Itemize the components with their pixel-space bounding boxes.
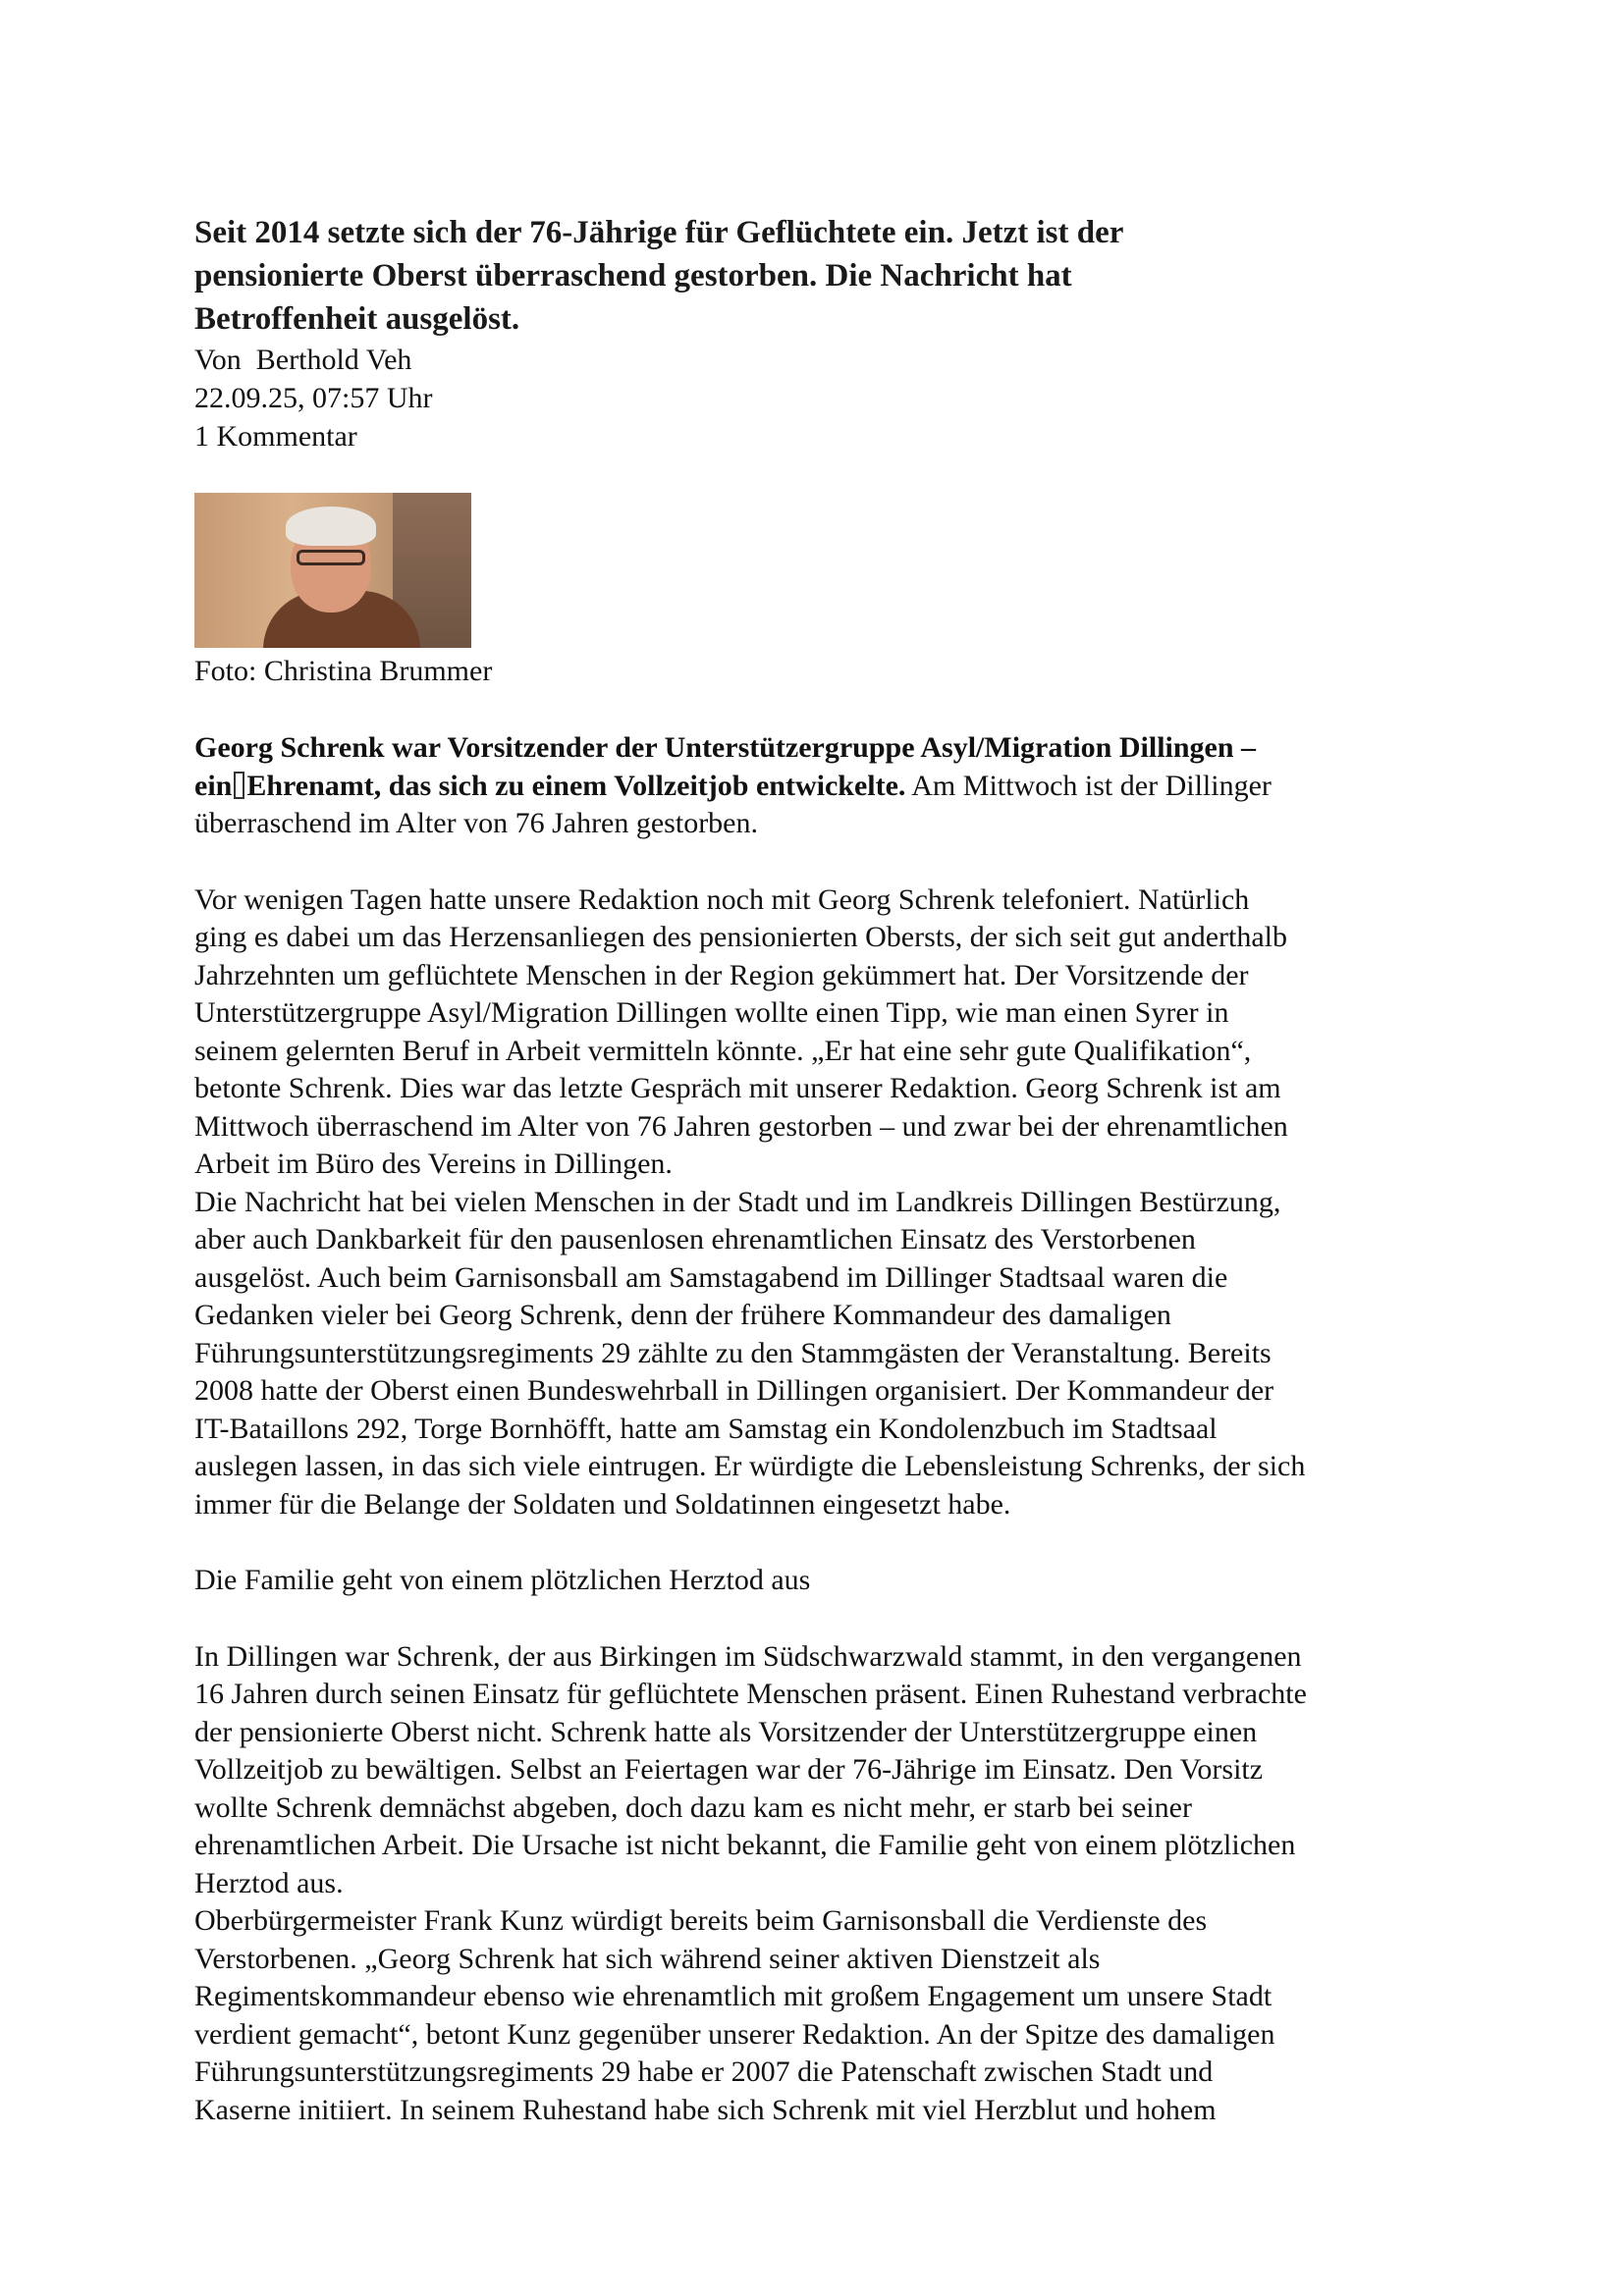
text-line: Regimentskommandeur ebenso wie ehrenamtlich mit großem Engagement um unsere Stadt	[194, 1980, 1272, 2012]
text-line: 16 Jahren durch seinen Einsatz für geflüchtete Menschen präsent. Einen Ruhestand verbrachte	[194, 1678, 1307, 1710]
intro-text: Am Mittwoch ist der Dillinger	[905, 769, 1272, 802]
text-line: immer für die Belange der Soldaten und Soldatinnen eingesetzt habe.	[194, 1487, 1011, 1521]
text-line: der pensionierte Oberst nicht. Schrenk hatte als Vorsitzender der Unterstützergruppe einen	[194, 1715, 1258, 1748]
intro-bold-text: ein	[194, 769, 233, 802]
lead-line: Seit 2014 setzte sich der 76-Jährige für Geflüchtete ein. Jetzt ist der	[194, 215, 1124, 250]
text-line: ging es dabei um das Herzensanliegen des pensionierten Obersts, der sich seit gut anderthalb	[194, 921, 1288, 953]
paragraph-4	[194, 1902, 1471, 2129]
text-line: aber auch Dankbarkeit für den pausenlosen ehrenamtlichen Einsatz des Verstorbenen	[194, 1223, 1196, 1255]
text-line: wollte Schrenk demnächst abgeben, doch dazu kam es nicht mehr, er starb bei seiner	[194, 1790, 1192, 1824]
paragraph-1	[194, 881, 1471, 1184]
text-line: auslegen lassen, in das sich viele eintrugen. Er würdigte die Lebensleistung Schrenks, der sich	[194, 1450, 1306, 1482]
text-line: In Dillingen war Schrenk, der aus Birkingen im Südschwarzwald stammt, in den vergangenen	[194, 1639, 1302, 1673]
document-page	[194, 211, 1471, 2129]
timestamp: 22.09.25, 07:57 Uhr	[194, 382, 433, 414]
text-line: Die Nachricht hat bei vielen Menschen in der Stadt und im Landkreis Dillingen Bestürzung,	[194, 1185, 1281, 1218]
paragraph-2	[194, 1184, 1471, 1524]
portrait-photo	[194, 493, 471, 648]
text-line: Gedanken vieler bei Georg Schrenk, denn der frühere Kommandeur des damaligen	[194, 1299, 1171, 1331]
intro-bold-line: Georg Schrenk war Vorsitzender der Unterstützergruppe Asyl/Migration Dillingen –	[194, 731, 1257, 764]
text-line: betonte Schrenk. Dies war das letzte Gespräch mit unserer Redaktion. Georg Schrenk ist am	[194, 1072, 1281, 1104]
intro-paragraph	[194, 729, 1471, 843]
text-line: 2008 hatte der Oberst einen Bundeswehrball in Dillingen organisiert. Der Kommandeur der	[194, 1374, 1274, 1407]
text-line: Jahrzehnten um geflüchtete Menschen in der Region gekümmert hat. Der Vorsitzende der	[194, 958, 1249, 991]
text-line: Kaserne initiiert. In seinem Ruhestand habe sich Schrenk mit viel Herzblut und hohem	[194, 2093, 1217, 2126]
text-line: ehrenamtlichen Arbeit. Die Ursache ist nicht bekannt, die Familie geht von einem plötzlichen	[194, 1829, 1296, 1861]
text-line: Verstorbenen. „Georg Schrenk hat sich während seiner aktiven Dienstzeit als	[194, 1942, 1101, 1975]
text-line: Herztod aus.	[194, 1866, 344, 1899]
photo-caption: Foto: Christina Brummer	[194, 655, 493, 687]
text-line: IT-Bataillons 292, Torge Bornhöfft, hatte am Samstag ein Kondolenzbuch im Stadtsaal	[194, 1412, 1218, 1445]
text-line: Oberbürgermeister Frank Kunz würdigt bereits beim Garnisonsball die Verdienste des	[194, 1904, 1208, 1937]
lead-line: pensionierte Oberst überraschend gestorben. Die Nachricht hat	[194, 258, 1072, 294]
intro-bold-text: Ehrenamt, das sich zu einem Vollzeitjob entwickelte.	[246, 769, 906, 802]
text-line: Arbeit im Büro des Vereins in Dillingen.	[194, 1148, 673, 1180]
comments-link[interactable]: 1 Kommentar	[194, 420, 357, 453]
text-line: Führungsunterstützungsregiments 29 zählte zu den Stammgästen der Veranstaltung. Bereits	[194, 1336, 1272, 1369]
placeholder-glyph-icon	[234, 772, 244, 799]
intro-text: überraschend im Alter von 76 Jahren gestorben.	[194, 807, 758, 839]
text-line: Vollzeitjob zu bewältigen. Selbst an Feiertagen war der 76-Jährige im Einsatz. Den Vorsitz	[194, 1753, 1264, 1786]
subheading: Die Familie geht von einem plötzlichen Herztod aus	[194, 1564, 811, 1596]
text-line: Mittwoch überraschend im Alter von 76 Jahren gestorben – und zwar bei der ehrenamtlichen	[194, 1109, 1288, 1143]
text-line: Führungsunterstützungsregiments 29 habe er 2007 die Patenschaft zwischen Stadt und	[194, 2056, 1214, 2088]
text-line: ausgelöst. Auch beim Garnisonsball am Samstagabend im Dillinger Stadtsaal waren die	[194, 1260, 1228, 1294]
byline: Von Berthold Veh	[194, 344, 412, 376]
text-line: verdient gemacht“, betont Kunz gegenüber unserer Redaktion. An der Spitze des damaligen	[194, 2017, 1275, 2051]
text-line: Vor wenigen Tagen hatte unsere Redaktion noch mit Georg Schrenk telefoniert. Natürlich	[194, 882, 1250, 916]
lead-line: Betroffenheit ausgelöst.	[194, 301, 520, 337]
text-line: Unterstützergruppe Asyl/Migration Dillingen wollte einen Tipp, wie man einen Syrer in	[194, 996, 1229, 1029]
text-line: seinem gelernten Beruf in Arbeit vermitteln könnte. „Er hat eine sehr gute Qualifikation“,	[194, 1034, 1252, 1067]
lead-headline	[194, 211, 1471, 341]
paragraph-3	[194, 1638, 1471, 1903]
